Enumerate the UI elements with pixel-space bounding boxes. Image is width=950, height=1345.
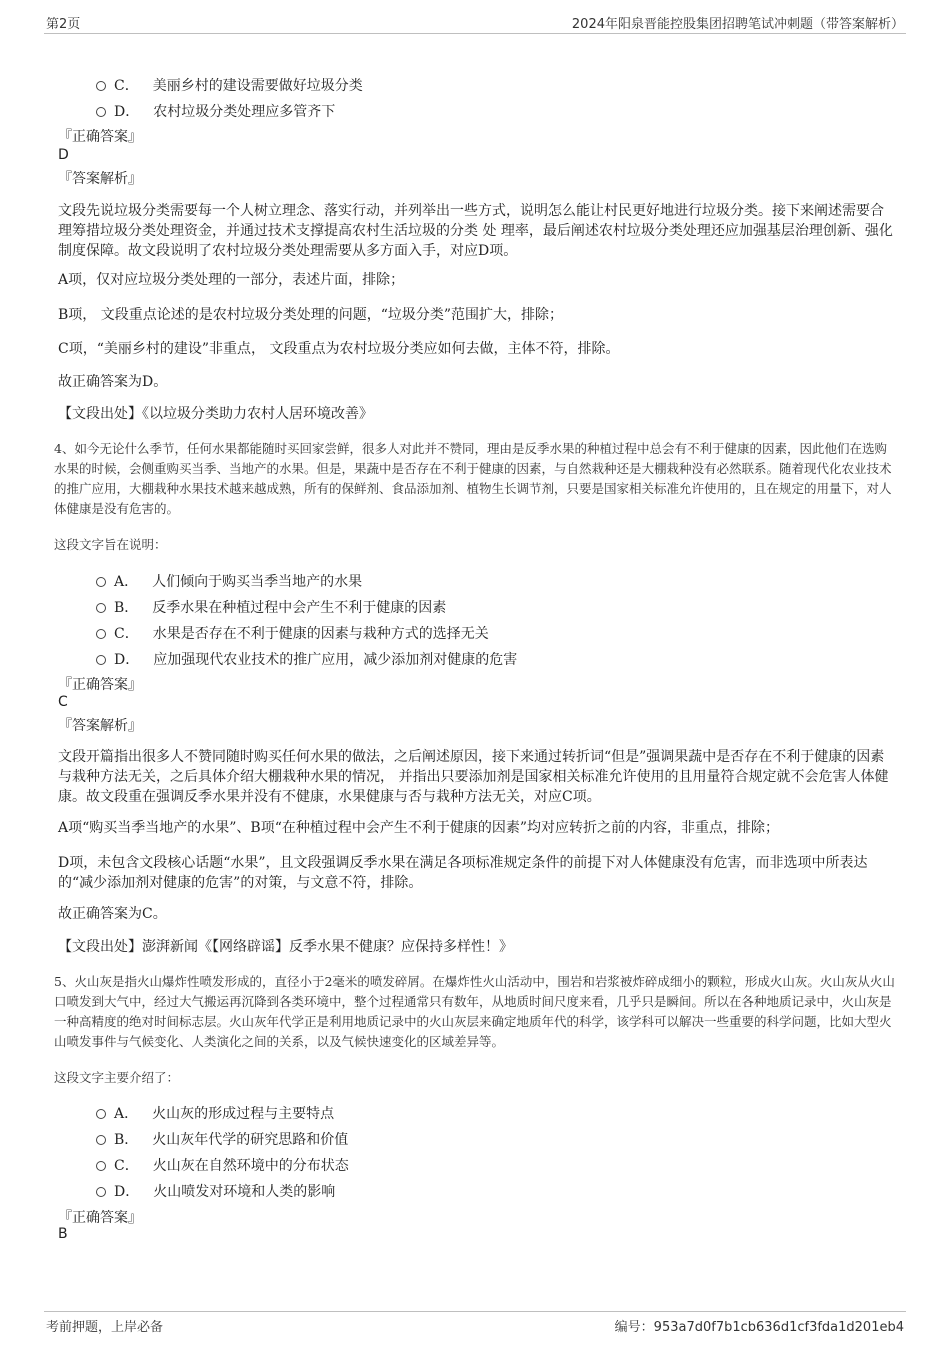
code-value: 953a7d0f7b1cb636d1cf3fda1d201eb4 xyxy=(653,1320,904,1335)
q5-option-a[interactable]: A． 火山灰的形成过程与主要特点 xyxy=(96,1103,334,1123)
code-label: 编号： xyxy=(614,1320,654,1335)
q4-option-b[interactable]: B． 反季水果在种植过程中会产生不利于健康的因素 xyxy=(96,597,446,617)
radio-icon[interactable] xyxy=(96,603,106,613)
q4-option-c[interactable]: C． 水果是否存在不利于健康的因素与栽种方式的选择无关 xyxy=(96,623,489,643)
radio-icon[interactable] xyxy=(96,1135,106,1145)
q4-conclusion: 故正确答案为C。 xyxy=(58,906,167,922)
correct-answer-label: 『正确答案』 xyxy=(58,677,142,693)
q4-option-d[interactable]: D． 应加强现代农业技术的推广应用，减少添加剂对健康的危害 xyxy=(96,649,517,669)
q5-answer: B xyxy=(58,1226,68,1242)
radio-icon[interactable] xyxy=(96,81,106,91)
radio-icon[interactable] xyxy=(96,107,106,117)
q4-stem: 这段文字旨在说明： xyxy=(54,537,167,552)
page-number: 第2页 xyxy=(46,17,81,32)
q5-option-d[interactable]: D． 火山喷发对环境和人类的影响 xyxy=(96,1181,335,1201)
q4-analysis-main: 文段开篇指出很多人不赞同随时购买任何水果的做法，之后阐述原因，接下来通过转折词“但是”强调果蔬中是否存在不利于健康的因素与栽种方法无关，之后具体介绍大棚栽种水果的情况， 并指出只要添加剂是国家相关标准允许使用的且用量符合规定就不会危害人体健康。故文段重在强调反季水果并没有不健康，水果健康与否与栽种方法无关，对应C项。 xyxy=(58,749,889,805)
radio-icon[interactable] xyxy=(96,1161,106,1171)
radio-icon[interactable] xyxy=(96,629,106,639)
q4-option-a[interactable]: A． 人们倾向于购买当季当地产的水果 xyxy=(96,571,362,591)
q4-source: 【文段出处】澎湃新闻《【网络辟谣】反季水果不健康？应保持多样性！》 xyxy=(58,939,513,955)
document-title: 2024年阳泉晋能控股集团招聘笔试冲刺题（带答案解析） xyxy=(571,17,904,32)
q4-analysis-ab: A项“购买当季当地产的水果”、B项“在种植过程中会产生不利于健康的因素”均对应转折之前的内容，非重点，排除； xyxy=(58,820,780,836)
page-footer xyxy=(44,1311,906,1336)
q4-analysis-d: D项，未包含文段核心话题“水果”，且文段强调反季水果在满足各项标准规定条件的前提下对人体健康没有危害，而非选项中所表达的“减少添加剂对健康的危害”的对策，与文意不符，排除。 xyxy=(58,855,868,891)
q3-option-c[interactable]: C． 美丽乡村的建设需要做好垃圾分类 xyxy=(96,75,363,95)
footer-slogan: 考前押题，上岸必备 xyxy=(46,1320,164,1335)
q3-answer: D xyxy=(58,147,69,163)
correct-answer-label: 『正确答案』 xyxy=(58,1210,142,1226)
q5-option-c[interactable]: C． 火山灰在自然环境中的分布状态 xyxy=(96,1155,349,1175)
q5-option-b[interactable]: B． 火山灰年代学的研究思路和价值 xyxy=(96,1129,348,1149)
q3-conclusion: 故正确答案为D。 xyxy=(58,374,168,390)
q4-answer: C xyxy=(58,694,68,710)
q3-analysis-a: A项，仅对应垃圾分类处理的一部分，表述片面，排除； xyxy=(58,272,405,288)
radio-icon[interactable] xyxy=(96,655,106,665)
q3-analysis-main: 文段先说垃圾分类需要每一个人树立理念、落实行动，并列举出一些方式，说明怎么能让村民更好地进行垃圾分类。接下来阐述需要合理筹措垃圾分类处理资金，并通过技术支撑提高农村生活垃圾的分类 处 理率，最后阐述农村垃圾分类处理还应加强基层治理创新、强化制度保障。故文段说明了农村垃圾分类处理需要从多方面入手，对应D项。 xyxy=(58,203,893,259)
q3-option-d[interactable]: D． 农村垃圾分类处理应多管齐下 xyxy=(96,101,335,121)
correct-answer-label: 『正确答案』 xyxy=(58,129,142,145)
page-header xyxy=(44,11,906,34)
analysis-label: 『答案解析』 xyxy=(58,171,142,187)
radio-icon[interactable] xyxy=(96,577,106,587)
q5-stem: 这段文字主要介绍了： xyxy=(54,1070,180,1085)
q3-source: 【文段出处】《以垃圾分类助力农村人居环境改善》 xyxy=(58,406,373,422)
q5-text: 5、火山灰是指火山爆炸性喷发形成的，直径小于2毫米的喷发碎屑。在爆炸性火山活动中，围岩和岩浆被炸碎成细小的颗粒，形成火山灰。火山灰从火山口喷发到大气中，经过大气搬运再沉降到各类环境中，整个过程通常只有数年，从地质时间尺度来看，几乎只是瞬间。所以在各种地质记录中，火山灰是一种高精度的绝对时间标志层。火山灰年代学正是利用地质记录中的火山灰层来确定地质年代的科学，该学科可以解决一些重要的科学问题，比如大型火山喷发事件与气候变化、人类演化之间的关系，以及气候快速变化的区域差异等。 xyxy=(54,974,895,1049)
document-code xyxy=(615,1316,904,1335)
q3-analysis-b: B项， 文段重点论述的是农村垃圾分类处理的问题，“垃圾分类”范围扩大，排除； xyxy=(58,307,564,323)
radio-icon[interactable] xyxy=(96,1187,106,1197)
radio-icon[interactable] xyxy=(96,1109,106,1119)
q4-text: 4、如今无论什么季节，任何水果都能随时买回家尝鲜，很多人对此并不赞同，理由是反季水果的种植过程中总会有不利于健康的因素，因此他们在选购水果的时候，会侧重购买当季、当地产的水果。但是，果蔬中是否存在不利于健康的因素，与自然栽种还是大棚栽种没有必然联系。随着现代化农业技术的推广应用，大棚栽种水果技术越来越成熟，所有的保鲜剂、食品添加剂、植物生长调节剂，只要是国家相关标准允许使用的，且在规定的用量下，对人体健康是没有危害的。 xyxy=(54,441,892,516)
analysis-label: 『答案解析』 xyxy=(58,718,142,734)
q3-analysis-c: C项，“美丽乡村的建设”非重点， 文段重点为农村垃圾分类应如何去做，主体不符，排除。 xyxy=(58,341,620,357)
